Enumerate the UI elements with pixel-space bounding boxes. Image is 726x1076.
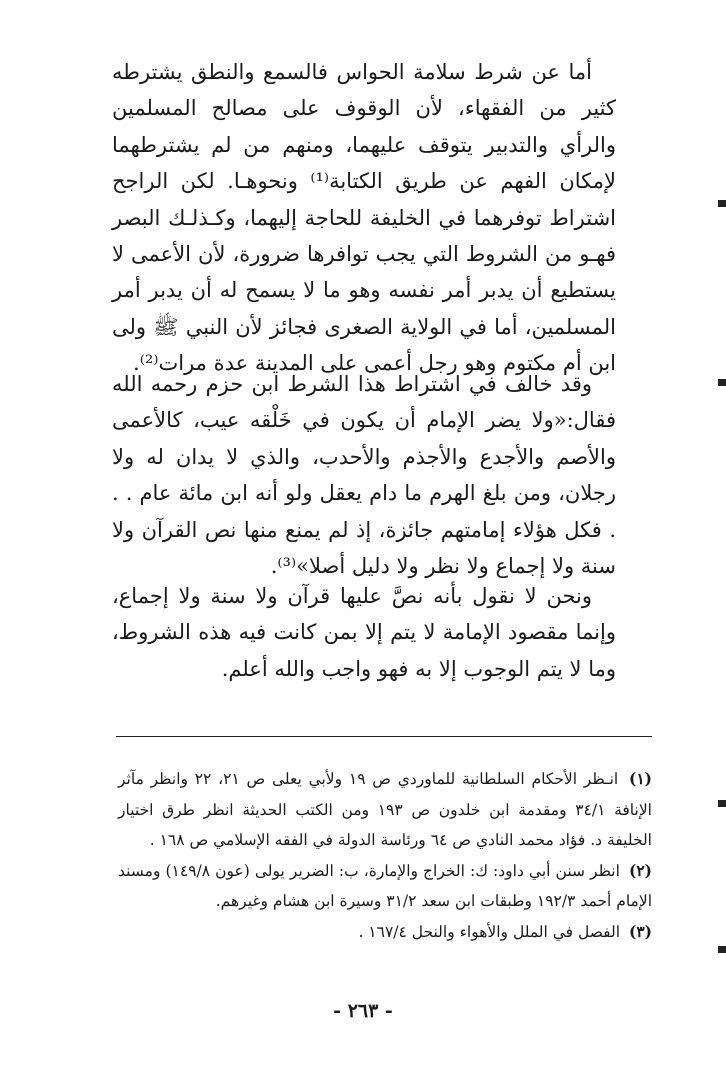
footnotes — [118, 764, 652, 948]
paragraph-text: ونحن لا نقول بأنه نصَّ عليها قرآن ولا سنة ولا إجماع، وإنما مقصود الإمامة لا يتم إلا بمن كانت فيه هذه الشروط، وما لا يتم الوجوب إلا به فهو واجب والله أعلم. — [112, 584, 616, 681]
body-paragraph-1 — [112, 54, 616, 382]
footnote-3 — [118, 917, 652, 948]
footnote-number: (٢) — [629, 860, 653, 880]
footnote-separator — [116, 736, 652, 737]
footnote-number: (٣) — [628, 921, 652, 941]
body-paragraph-3 — [112, 578, 616, 687]
edge-scan-mark — [718, 800, 726, 807]
footnote-1 — [118, 764, 652, 856]
paragraph-text: أما عن شرط سلامة الحواس فالسمع والنطق يشترطه كثير من الفقهاء، لأن الوقوف على مصالح المسلمين والرأي والتدبير يتوقف عليهما، ومنهم من لم يشترطهما لإمكان الفهم عن طريق الكتابة⁽¹⁾ ونحوهـا. لكن الراجح اشتراط توفرهما في الخليفة للحاجة إليهما، وكـذلـك البصر فهـو من الشروط التي يجب توافرها ضرورة، لأن الأعمى لا يستطيع أن يدبر أمر نفسه وهو ما لا يسمح له أن يدبر أمر المسلمين، أما في الولاية الصغرى فجائز لأن النبي ﷺ ولى ابن أم مكتوم وهو رجل أعمى على المدينة عدة مرات⁽²⁾. — [112, 60, 617, 376]
footnote-2 — [118, 856, 652, 917]
edge-scan-mark — [718, 946, 726, 953]
edge-scan-mark — [718, 379, 726, 386]
edge-scan-mark — [718, 200, 726, 207]
footnote-number: (١) — [628, 769, 652, 788]
footnote-text: انظر سنن أبي داود: ك: الخراج والإمارة، ب: الضرير يولى (عون ١٤٩/٨) ومسند الإمام أحمد ١٩٢/٣ وطبقات ابن سعد ٣١/٢ وسيرة ابن هشام وغيرهم. — [118, 861, 652, 911]
paragraph-text: وقد خالف في اشتراط هذا الشرط ابن حزم رحمه الله فقال:«ولا يضر الإمام أن يكون في خَلْقه عيب، كالأعمى والأصم والأجدع والأجذم والأحدب، والذي لا يدان له ولا رجلان، ومن بلغ الهرم ما دام يعقل ولو أنه ابن مائة عام . . . فكل هؤلاء إمامتهم جائزة، إذ لم يمنع منها نص القرآن ولا سنة ولا إجماع ولا نظر ولا دليل أصلا»⁽³⁾. — [112, 372, 616, 579]
footnote-text: انـظر الأحكام السلطانية للماوردي ص ١٩ ولأبي يعلى ص ٢١، ٢٢ وانظر مآثر الإنافة ٣٤/١ ومقدمة ابن خلدون ص ١٩٣ ومن الكتب الحديثة انظر طرق اختيار الخليفة د. فؤاد محمد النادي ص ٦٤ ورئاسة الدولة في الفقه الإسلامي ص ١٦٨ . — [118, 770, 652, 850]
page-number: - ٢٦٣ - — [333, 1000, 393, 1022]
footnote-text: الفصل في الملل والأهواء والنحل ١٦٧/٤ . — [358, 922, 621, 941]
body-paragraph-2 — [112, 366, 616, 584]
